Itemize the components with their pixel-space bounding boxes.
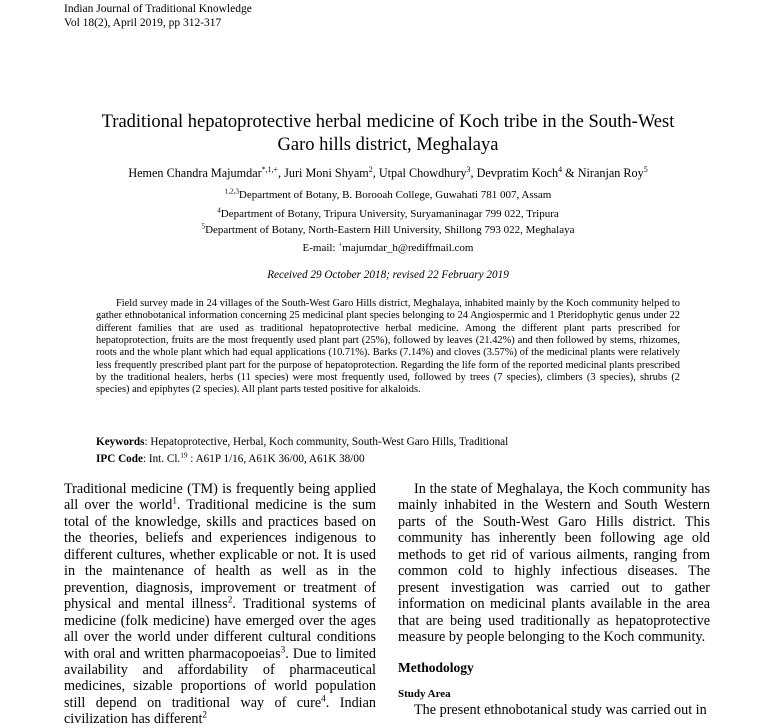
affiliation-1-text: Department of Botany, B. Borooah College, Guwahati 781 007, Assam [238,189,552,201]
left-column [64,481,376,728]
citation-5: 2 [202,709,208,720]
author-4: , Devpratim Koch [470,166,559,180]
affiliation-3-sup: 5 [201,222,206,231]
methodology-heading: Methodology [398,659,474,675]
intro-paragraph [64,481,376,728]
author-3-sup: 3 [466,164,471,174]
title-line-1: Traditional hepatoprotective herbal medicine of Koch tribe in the South-West [101,112,675,132]
journal-header [64,2,252,30]
journal-name: Indian Journal of Traditional Knowledge [64,3,252,15]
ipc-text-2: : A61P 1/16, A61K 36/00, A61K 38/00 [187,453,365,465]
author-3: , Utpal Chowdhury [372,166,467,180]
email-label: E-mail: [302,242,339,254]
study-area-subheading: Study Area [398,687,451,700]
title-line-2: Garo hills district, Meghalaya [277,135,499,155]
email-address[interactable]: majumdar_h@rediffmail.com [342,242,474,254]
journal-issue: Vol 18(2), April 2019, pp 312-317 [64,17,222,29]
keywords-block [96,434,696,468]
received-dates: Received 29 October 2018; revised 22 February 2019 [267,269,509,281]
affiliation-2 [60,207,716,221]
citation-4: 4 [321,693,326,704]
ipc-sup: 19 [180,451,188,460]
ipc-line [96,451,696,468]
author-1: Hemen Chandra Majumdar [128,166,262,180]
affiliation-1-sup: 1,2,3 [224,187,239,196]
keywords-text: : Hepatoprotective, Herbal, Koch community, South-West Garo Hills, Traditional [144,436,509,448]
ipc-text-1: : Int. Cl. [142,453,181,465]
intro-text-3: . Traditional systems of medicine (folk medicine) have emerged over the ages all over the world under different cultural conditions with oral and written pharmacopoeias [64,596,376,662]
citation-1: 1 [172,495,177,506]
affiliation-2-sup: 4 [217,206,221,215]
citation-2: 2 [227,594,233,605]
ipc-label: IPC Code [96,453,143,465]
author-2: , Juri Moni Shyam [278,166,369,180]
affiliation-2-text: Department of Botany, Tripura University, Suryamaninagar 799 022, Tripura [220,208,559,220]
affiliation-1 [60,188,716,202]
author-4-sup: 4 [558,164,563,174]
affiliation-3 [60,223,716,237]
koch-paragraph: In the state of Meghalaya, the Koch community has mainly inhabited in the Western and South Western parts of the South-West Garo Hills district. This community has inherently been following age old methods to get rid of various ailments, ranging from common cold to highly infectious diseases. The present investigation was carried out to gather information on medicinal plants available in the area that are being used traditionally as hepatoprotective measure by people belonging to the Koch community. [398,481,710,646]
abstract: Field survey made in 24 villages of the South-West Garo Hills district, Meghalaya, inhabited mainly by the Koch community helped to gather ethnobotanical information concerning 25 medicinal plant species belonging to 24 Angiospermic and 1 Pteridophytic genus under 22 different families that are used as traditional hepatoprotective herbal medicine. Among the different plant parts prescribed for hepatoprotection, fruits are the most frequently used plant part (25%), followed by leaves (21.42%) and then followed by stems, rhizomes, roots and the whole plant which had equal applications (10.71%). Barks (7.14%) and cloves (3.57%) of the medicinal plants were relatively less frequently prescribed plant part for the purpose of hepatoprotection. Regarding the life form of the reported medicinal plants prescribed by the traditional healers, herbs (11 species) were most frequently used, followed by trees (7 species), climbers (3 species), shrubs (2 species) and epiphytes (2 species). All plant parts tested positive for alkaloids. [96,298,680,396]
study-area-paragraph: The present ethnobotanical study was carried out in [414,702,707,719]
author-5-sup: 5 [643,164,648,174]
intro-text-5: . Indian civilization has different [64,694,376,728]
right-column [398,481,710,719]
citation-3: 3 [280,643,286,654]
email-sup: + [338,240,343,249]
keywords-label: Keywords [96,436,145,448]
intro-text-4: . Due to limited availability and affordability of pharmaceutical medicines, sizable proportions of world population still depend on traditional way of cure [64,645,376,711]
author-1-sup: *,1,+ [261,164,279,174]
paper-title [60,111,716,157]
author-list [60,166,716,181]
intro-text-2: . Traditional medicine is the sum total of the knowledge, skills and practices based on the theories, beliefs and experiences indigenous to different cultures, whether explicable or not. It is used in the maintenance of health as well as in the prevention, diagnosis, improvement or treatment of physical and mental illness [64,497,376,613]
keywords-line [96,434,696,451]
affiliation-3-text: Department of Botany, North-Eastern Hill University, Shillong 793 022, Meghalaya [205,224,575,236]
email-line [60,241,716,255]
author-5: & Niranjan Roy [562,166,644,180]
intro-text-1: Traditional medicine (TM) is frequently being applied all over the world [64,481,376,514]
author-2-sup: 2 [368,164,373,174]
